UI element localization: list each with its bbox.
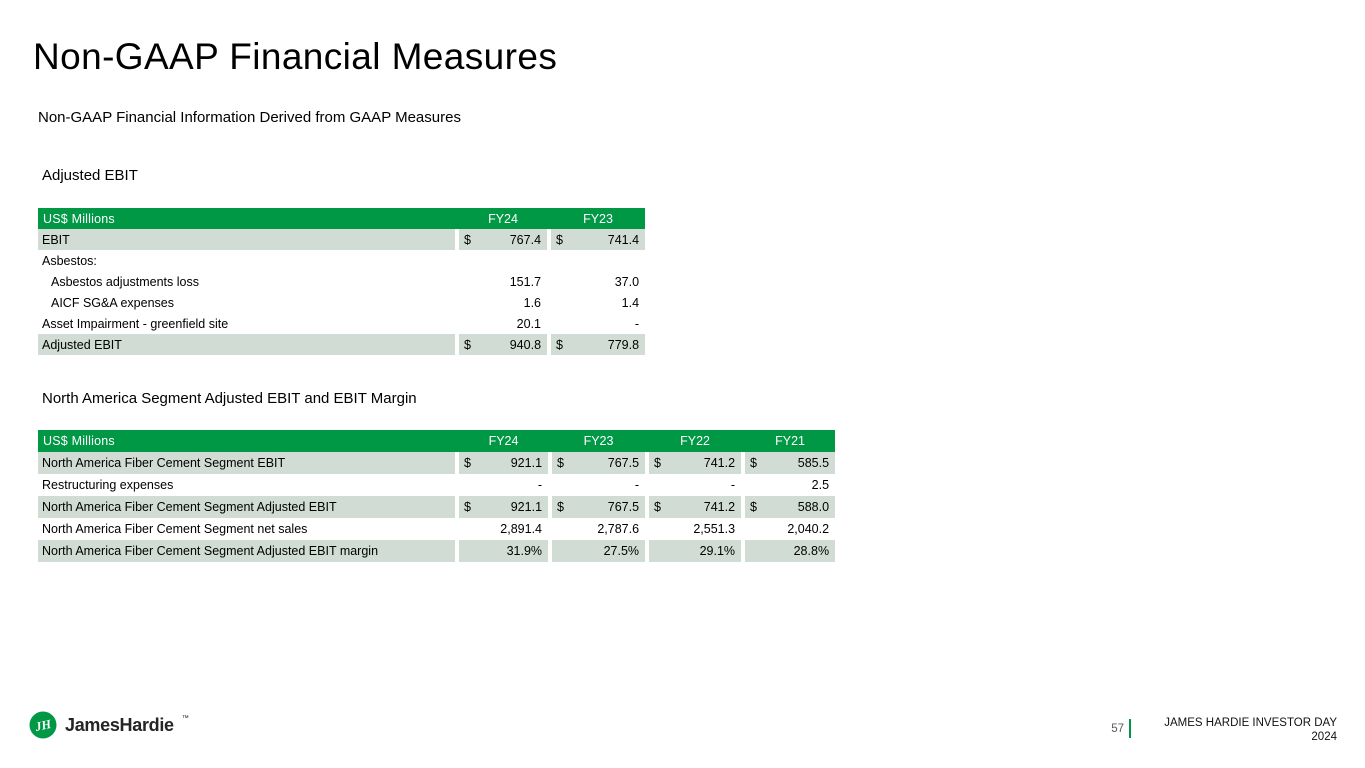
row-label: AICF SG&A expenses: [51, 295, 174, 310]
table-row: [38, 452, 835, 474]
dollar-sign-cell: [551, 313, 573, 334]
dollar-sign-cell: $: [552, 496, 574, 518]
year-column-header: FY24: [459, 208, 547, 229]
value-cell: 31.9%: [481, 540, 548, 562]
table-row: [38, 540, 835, 562]
dollar-sign-cell: [459, 540, 481, 562]
footer-divider-bar: [1129, 719, 1131, 738]
value-cell: 741.2: [671, 452, 741, 474]
row-label: North America Fiber Cement Segment net sales: [42, 522, 308, 536]
value-cell: 1.4: [621, 295, 640, 310]
value-cell: 779.8: [573, 334, 645, 355]
value-cell: 767.4: [481, 229, 547, 250]
dollar-sign-cell: $: [459, 334, 481, 355]
jameshardie-wordmark: JamesHardie: [65, 714, 174, 735]
dollar-sign-cell: [459, 292, 481, 313]
jameshardie-logo: [28, 710, 188, 740]
dollar-sign-cell: $: [649, 496, 671, 518]
table-row: [38, 334, 645, 355]
trademark-mark: ™: [181, 714, 189, 722]
value-cell: 1.6: [523, 295, 542, 310]
value-cell: 37.0: [614, 274, 640, 289]
row-label: Restructuring expenses: [42, 478, 174, 492]
row-label: Asbestos:: [42, 253, 97, 268]
dollar-sign-cell: $: [459, 452, 481, 474]
dollar-sign-cell: [745, 540, 767, 562]
value-cell: -: [634, 316, 640, 331]
dollar-sign-cell: [459, 474, 481, 496]
value-cell: 767.5: [574, 452, 645, 474]
dollar-sign-cell: [552, 474, 574, 496]
value-cell: 940.8: [481, 334, 547, 355]
page-title: Non-GAAP Financial Measures: [33, 36, 558, 77]
year-column-header: FY21: [745, 430, 835, 452]
table-row: [38, 518, 835, 540]
value-cell: 767.5: [574, 496, 645, 518]
svg-text:JH: JH: [33, 716, 53, 734]
dollar-sign-cell: [649, 540, 671, 562]
event-title-line2: 2024: [1311, 731, 1337, 743]
table-row: [38, 496, 835, 518]
value-cell: -: [537, 478, 543, 492]
dollar-sign-cell: [459, 518, 481, 540]
table-row: [38, 313, 645, 334]
dollar-sign-cell: [745, 474, 767, 496]
dollar-sign-cell: $: [552, 452, 574, 474]
value-cell: 2,551.3: [693, 522, 736, 536]
value-cell: 2,040.2: [787, 522, 830, 536]
page-number: 57: [1111, 723, 1124, 735]
dollar-sign-cell: [552, 518, 574, 540]
table-header-row: [38, 430, 835, 452]
value-cell: 151.7: [509, 274, 542, 289]
dollar-sign-cell: $: [551, 229, 573, 250]
na-segment-ebit-table: [38, 430, 835, 562]
value-cell: 2,891.4: [500, 522, 543, 536]
value-cell: 28.8%: [767, 540, 835, 562]
dollar-sign-cell: [551, 250, 573, 271]
slide-subtitle: Non-GAAP Financial Information Derived from GAAP Measures: [38, 109, 461, 126]
year-column-header: FY23: [551, 208, 645, 229]
value-cell: 741.2: [671, 496, 741, 518]
value-cell: [481, 250, 547, 271]
value-cell: 20.1: [516, 316, 542, 331]
value-cell: -: [730, 478, 736, 492]
table-row: [38, 271, 645, 292]
unit-header-cell: US$ Millions: [38, 430, 455, 452]
year-column-header: FY24: [459, 430, 548, 452]
dollar-sign-cell: [551, 271, 573, 292]
event-title: [1164, 716, 1337, 744]
table-row: [38, 250, 645, 271]
table-header-row: [38, 208, 645, 229]
value-cell: 2,787.6: [597, 522, 640, 536]
unit-header-cell: US$ Millions: [38, 208, 455, 229]
value-cell: 588.0: [767, 496, 835, 518]
row-label: Adjusted EBIT: [38, 334, 455, 355]
year-column-header: FY23: [552, 430, 645, 452]
table-row: [38, 474, 835, 496]
dollar-sign-cell: [459, 313, 481, 334]
dollar-sign-cell: $: [459, 229, 481, 250]
value-cell: 921.1: [481, 496, 548, 518]
section-heading-na-segment: North America Segment Adjusted EBIT and EBIT Margin: [42, 390, 417, 407]
dollar-sign-cell: [649, 518, 671, 540]
dollar-sign-cell: $: [745, 452, 767, 474]
row-label: Asbestos adjustments loss: [51, 274, 199, 289]
value-cell: -: [634, 478, 640, 492]
table-row: [38, 229, 645, 250]
event-title-line1: JAMES HARDIE INVESTOR DAY: [1164, 717, 1337, 729]
dollar-sign-cell: [551, 292, 573, 313]
dollar-sign-cell: [459, 250, 481, 271]
jameshardie-logo-icon: [28, 710, 58, 740]
value-cell: 921.1: [481, 452, 548, 474]
value-cell: 29.1%: [671, 540, 741, 562]
row-label: North America Fiber Cement Segment EBIT: [38, 452, 455, 474]
dollar-sign-cell: [552, 540, 574, 562]
dollar-sign-cell: [745, 518, 767, 540]
dollar-sign-cell: $: [459, 496, 481, 518]
dollar-sign-cell: $: [649, 452, 671, 474]
value-cell: 585.5: [767, 452, 835, 474]
dollar-sign-cell: $: [551, 334, 573, 355]
value-cell: 2.5: [811, 478, 830, 492]
row-label: EBIT: [38, 229, 455, 250]
row-label: North America Fiber Cement Segment Adjusted EBIT: [38, 496, 455, 518]
row-label: North America Fiber Cement Segment Adjusted EBIT margin: [38, 540, 455, 562]
section-heading-adjusted-ebit: Adjusted EBIT: [42, 167, 138, 184]
adjusted-ebit-table: [38, 208, 645, 355]
value-cell: 27.5%: [574, 540, 645, 562]
value-cell: 741.4: [573, 229, 645, 250]
value-cell: [573, 250, 645, 271]
dollar-sign-cell: $: [745, 496, 767, 518]
row-label: Asset Impairment - greenfield site: [42, 316, 229, 331]
year-column-header: FY22: [649, 430, 741, 452]
dollar-sign-cell: [649, 474, 671, 496]
dollar-sign-cell: [459, 271, 481, 292]
table-row: [38, 292, 645, 313]
